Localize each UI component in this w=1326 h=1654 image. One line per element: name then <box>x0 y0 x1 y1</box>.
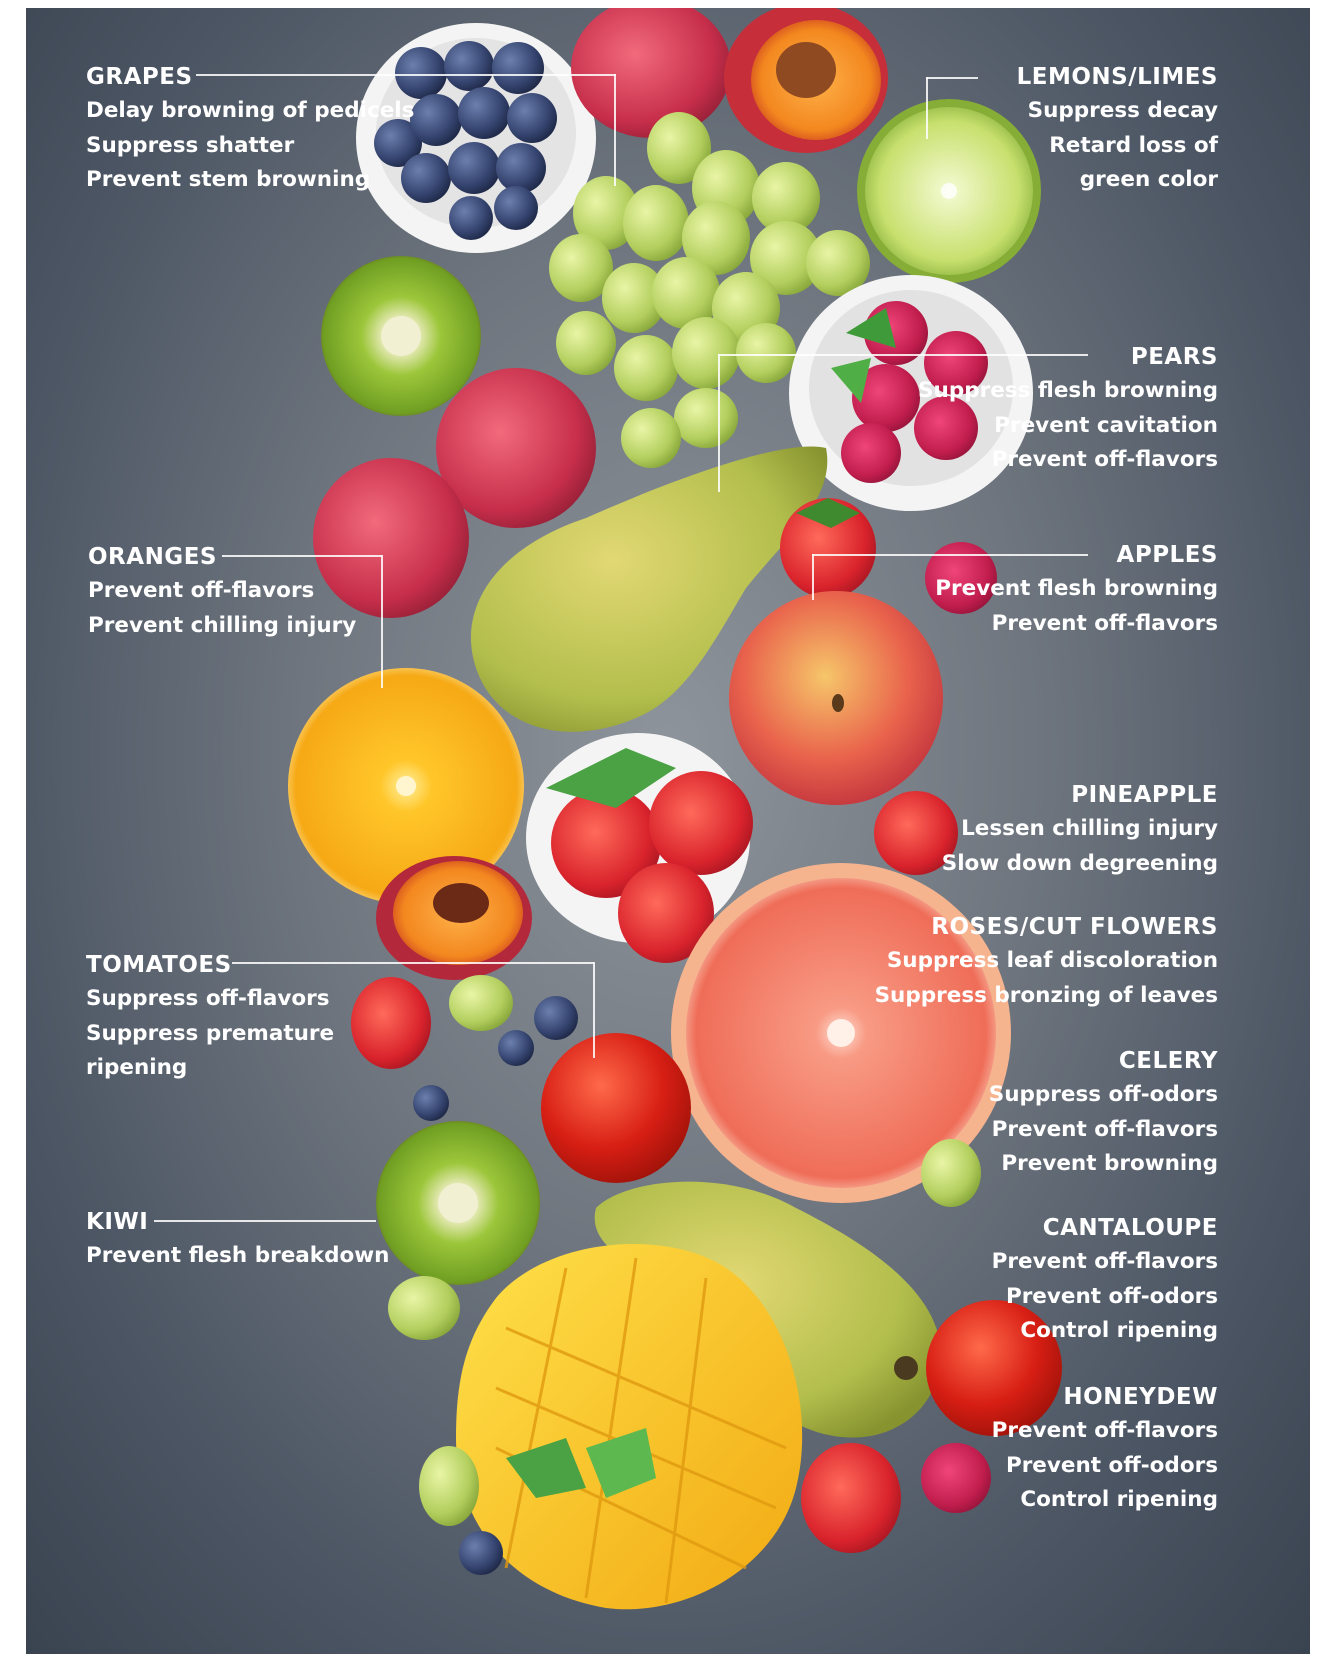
oranges-label <box>88 540 356 643</box>
tomatoes-leader-v <box>593 962 595 1058</box>
grapes-label <box>86 60 414 198</box>
honeydew-label <box>992 1380 1218 1518</box>
lime <box>857 99 1041 283</box>
apples-label <box>935 538 1218 641</box>
kiwi-top <box>321 256 481 416</box>
apples-leader-v <box>812 554 814 600</box>
kiwi-line-1: Prevent flesh breakdown <box>86 1243 390 1268</box>
pears-label <box>918 340 1218 478</box>
tomatoes-line-2: Suppress premature <box>86 1020 335 1046</box>
lemons-limes-line-3: green color <box>1079 167 1218 192</box>
pears-line-1: Suppress flesh browning <box>918 378 1218 403</box>
roses-line-2: Suppress bronzing of leaves <box>874 982 1218 1008</box>
grapes-line-1: Delay browning of pedicels <box>86 98 415 123</box>
pineapple-label <box>942 778 1218 881</box>
pears-title: PEARS <box>1130 344 1218 370</box>
tomatoes-line-1: Suppress off-flavors <box>86 986 330 1011</box>
peach-top <box>571 8 888 153</box>
honeydew-line-3: Control ripening <box>1020 1487 1218 1512</box>
tomato <box>541 1033 691 1183</box>
pears-leader-v <box>718 354 720 492</box>
lemons-limes-line-2: Retard loss of <box>1049 132 1218 158</box>
cantaloupe-line-3: Control ripening <box>1020 1318 1218 1343</box>
pears-line-3: Prevent off-flavors <box>991 447 1218 472</box>
roses-title: ROSES/CUT FLOWERS <box>931 914 1218 940</box>
pineapple-line-1: Lessen chilling injury <box>961 816 1218 841</box>
lemons-limes-line-1: Suppress decay <box>1027 98 1218 123</box>
honeydew-line-1: Prevent off-flavors <box>991 1418 1218 1443</box>
lemons-limes-title: LEMONS/LIMES <box>1016 64 1218 90</box>
pineapple-line-2: Slow down degreening <box>941 850 1218 876</box>
celery-label <box>989 1044 1218 1182</box>
grapes-title: GRAPES <box>86 64 193 90</box>
grapes-line-2: Suppress shatter <box>86 132 295 158</box>
cantaloupe-title: CANTALOUPE <box>1042 1215 1218 1241</box>
honeydew-line-2: Prevent off-odors <box>1005 1452 1218 1478</box>
tomatoes-line-3: ripening <box>86 1055 188 1080</box>
kiwi-bottom <box>376 1121 540 1285</box>
lemons-limes-label <box>1017 60 1218 198</box>
celery-line-1: Suppress off-odors <box>988 1082 1218 1107</box>
oranges-line-2: Prevent chilling injury <box>88 612 357 638</box>
celery-line-2: Prevent off-flavors <box>991 1116 1218 1142</box>
tomatoes-title: TOMATOES <box>86 952 232 978</box>
apples-title: APPLES <box>1116 542 1218 568</box>
celery-title: CELERY <box>1118 1048 1218 1074</box>
celery-line-3: Prevent browning <box>1001 1151 1218 1176</box>
apples-line-2: Prevent off-flavors <box>991 610 1218 636</box>
roses-label <box>875 910 1218 1013</box>
grapes-leader-v <box>614 74 616 186</box>
cantaloupe-label <box>992 1211 1218 1349</box>
mango <box>456 1244 802 1609</box>
oranges-leader-v <box>381 555 383 688</box>
pears-line-2: Prevent cavitation <box>994 412 1218 438</box>
kiwi-title: KIWI <box>86 1209 149 1235</box>
grapes-line-3: Prevent stem browning <box>86 167 371 192</box>
oranges-line-1: Prevent off-flavors <box>88 578 315 603</box>
lemons-leader-v <box>926 77 928 139</box>
honeydew-title: HONEYDEW <box>1063 1384 1218 1410</box>
cantaloupe-line-1: Prevent off-flavors <box>991 1249 1218 1274</box>
roses-line-1: Suppress leaf discoloration <box>886 948 1218 973</box>
lemons-leader-h <box>926 77 978 79</box>
tomatoes-label <box>86 948 334 1086</box>
grape-single <box>921 1139 981 1207</box>
apple <box>729 591 943 805</box>
kiwi-label <box>86 1205 389 1274</box>
oranges-title: ORANGES <box>88 544 217 570</box>
apples-line-1: Prevent flesh browning <box>935 576 1218 601</box>
pineapple-title: PINEAPPLE <box>1071 782 1218 808</box>
fruit-infographic <box>26 8 1310 1654</box>
cantaloupe-line-2: Prevent off-odors <box>1005 1283 1218 1309</box>
